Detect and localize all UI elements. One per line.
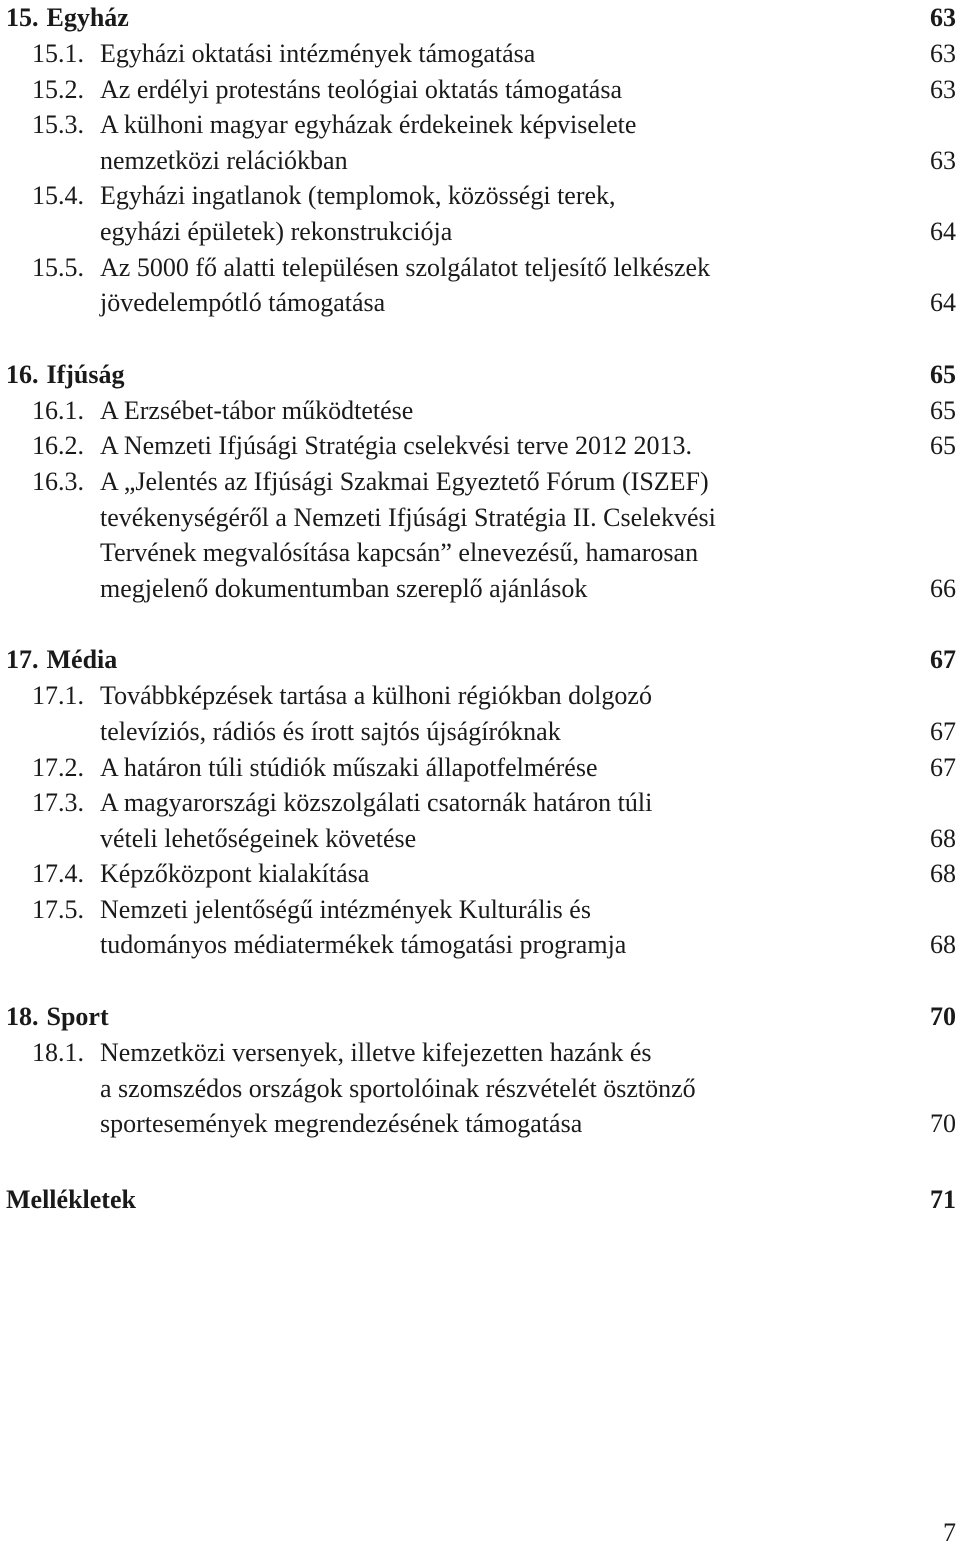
toc-entry[interactable]	[6, 785, 956, 856]
toc-entry[interactable]	[6, 892, 956, 963]
section-title-text: Sport	[46, 1002, 109, 1032]
entry-title	[100, 678, 896, 749]
entry-title-line: A „Jelentés az Ifjúsági Szakmai Egyeztető Fórum (ISZEF)	[100, 466, 709, 496]
page-number: 7	[943, 1518, 956, 1547]
entry-number: 17.1.	[32, 681, 84, 711]
entry-title-line: megjelenő dokumentumban szereplő ajánlások	[100, 573, 588, 603]
entry-page-number: 64	[930, 288, 956, 318]
entry-title	[100, 750, 896, 786]
entry-title	[100, 36, 896, 72]
entry-title-line: nemzetközi relációkban	[100, 145, 348, 175]
entry-page-number: 70	[930, 1109, 956, 1139]
section-page-number: 67	[930, 645, 956, 675]
toc-entry[interactable]	[6, 36, 956, 72]
entry-number: 18.1.	[32, 1038, 84, 1068]
entry-title-line: Egyházi ingatlanok (templomok, közösségi terek,	[100, 181, 616, 211]
entry-number: 15.2.	[32, 74, 84, 104]
entry-page-number: 63	[930, 145, 956, 175]
toc-entry[interactable]	[6, 428, 956, 464]
entry-number: 16.3.	[32, 466, 84, 496]
entry-title-line: televíziós, rádiós és írott sajtós újságíróknak	[100, 716, 561, 746]
entry-number: 17.2.	[32, 752, 84, 782]
entry-title-line: A Nemzeti Ifjúsági Stratégia cselekvési terve 2012 2013.	[100, 431, 693, 461]
section-heading[interactable]	[6, 999, 956, 1035]
entry-title-line: sportesemények megrendezésének támogatása	[100, 1109, 583, 1139]
entry-title	[100, 856, 896, 892]
section-number: 18.	[6, 1002, 39, 1032]
appendix-title: Mellékletek	[6, 1184, 136, 1214]
toc-entry[interactable]	[6, 72, 956, 108]
entry-title	[100, 393, 896, 429]
entry-title-line: Tervének megvalósítása kapcsán” elnevezésű, hamarosan	[100, 538, 699, 568]
entry-number: 17.4.	[32, 859, 84, 889]
section-title	[6, 999, 109, 1035]
toc-entry[interactable]	[6, 250, 956, 321]
entry-page-number: 68	[930, 859, 956, 889]
entry-number: 17.5.	[32, 894, 84, 924]
entry-number: 15.5.	[32, 252, 84, 282]
entry-page-number: 63	[930, 74, 956, 104]
entry-page-number: 65	[930, 395, 956, 425]
toc-entry[interactable]	[6, 107, 956, 178]
entry-page-number: 68	[930, 930, 956, 960]
section-heading[interactable]	[6, 642, 956, 678]
entry-page-number: 67	[930, 716, 956, 746]
entry-page-number: 67	[930, 752, 956, 782]
section-title	[6, 357, 125, 393]
entry-title	[100, 107, 896, 178]
entry-title-line: Továbbképzések tartása a külhoni régiókban dolgozó	[100, 681, 652, 711]
section-number: 17.	[6, 645, 39, 675]
section-number: 15.	[6, 3, 39, 32]
section-title	[6, 642, 117, 678]
entry-title-line: A külhoni magyar egyházak érdekeinek képviselete	[100, 110, 637, 140]
entry-title	[100, 250, 896, 321]
entry-number: 16.2.	[32, 431, 84, 461]
entry-number: 15.1.	[32, 39, 84, 68]
entry-title	[100, 1035, 896, 1142]
entry-page-number: 65	[930, 431, 956, 461]
section-title-text: Ifjúság	[46, 359, 125, 389]
toc-section	[6, 999, 956, 1142]
section-page-number: 65	[930, 359, 956, 389]
entry-number: 17.3.	[32, 788, 84, 818]
entry-title	[100, 464, 896, 606]
section-heading[interactable]	[6, 0, 956, 36]
entry-title-line: A határon túli stúdiók műszaki állapotfelmérése	[100, 752, 598, 782]
entry-title-line: Nemzetközi versenyek, illetve kifejezetten hazánk és	[100, 1038, 652, 1068]
entry-title-line: Képzőközpont kialakítása	[100, 859, 370, 889]
section-title	[6, 0, 129, 36]
section-number: 16.	[6, 359, 39, 389]
entry-title	[100, 785, 896, 856]
entry-page-number: 66	[930, 573, 956, 603]
section-title-text: Média	[46, 645, 118, 675]
entry-number: 15.4.	[32, 181, 84, 211]
entry-title-line: tudományos médiatermékek támogatási programja	[100, 930, 627, 960]
section-title-text: Egyház	[46, 3, 129, 32]
entry-title	[100, 892, 896, 963]
table-of-contents	[6, 0, 956, 1218]
toc-entry[interactable]	[6, 393, 956, 429]
entry-number: 15.3.	[32, 110, 84, 140]
entry-page-number: 68	[930, 823, 956, 853]
section-page-number: 70	[930, 1002, 956, 1032]
entry-title-line: Egyházi oktatási intézmények támogatása	[100, 39, 536, 68]
entry-title-line: tevékenységéről a Nemzeti Ifjúsági Stratégia II. Cselekvési	[100, 502, 716, 532]
toc-section	[6, 0, 956, 321]
entry-title-line: vételi lehetőségeinek követése	[100, 823, 417, 853]
entry-title-line: Az 5000 fő alatti településen szolgálatot teljesítő lelkészek	[100, 252, 711, 282]
entry-title	[100, 428, 896, 464]
toc-section	[6, 357, 956, 607]
toc-entry[interactable]	[6, 1035, 956, 1142]
toc-section	[6, 642, 956, 963]
appendix-heading[interactable]	[6, 1182, 956, 1218]
entry-title-line: a szomszédos országok sportolóinak részvételét ösztönző	[100, 1073, 696, 1103]
entry-title-line: A magyarországi közszolgálati csatornák határon túli	[100, 788, 653, 818]
entry-page-number: 63	[930, 39, 956, 68]
toc-entry[interactable]	[6, 464, 956, 606]
entry-title-line: jövedelempótló támogatása	[100, 288, 386, 318]
toc-entry[interactable]	[6, 750, 956, 786]
entry-title-line: A Erzsébet-tábor működtetése	[100, 395, 414, 425]
entry-title-line: egyházi épületek) rekonstrukciója	[100, 216, 453, 246]
entry-title-line: Nemzeti jelentőségű intézmények Kulturális és	[100, 894, 591, 924]
appendix-page-number: 71	[930, 1184, 956, 1214]
section-page-number: 63	[930, 3, 956, 32]
section-heading[interactable]	[6, 357, 956, 393]
entry-title-line: Az erdélyi protestáns teológiai oktatás támogatása	[100, 74, 622, 104]
entry-number: 16.1.	[32, 395, 84, 425]
entry-title	[100, 178, 896, 249]
toc-entry[interactable]	[6, 178, 956, 249]
toc-entry[interactable]	[6, 856, 956, 892]
toc-entry[interactable]	[6, 678, 956, 749]
entry-page-number: 64	[930, 216, 956, 246]
entry-title	[100, 72, 896, 108]
